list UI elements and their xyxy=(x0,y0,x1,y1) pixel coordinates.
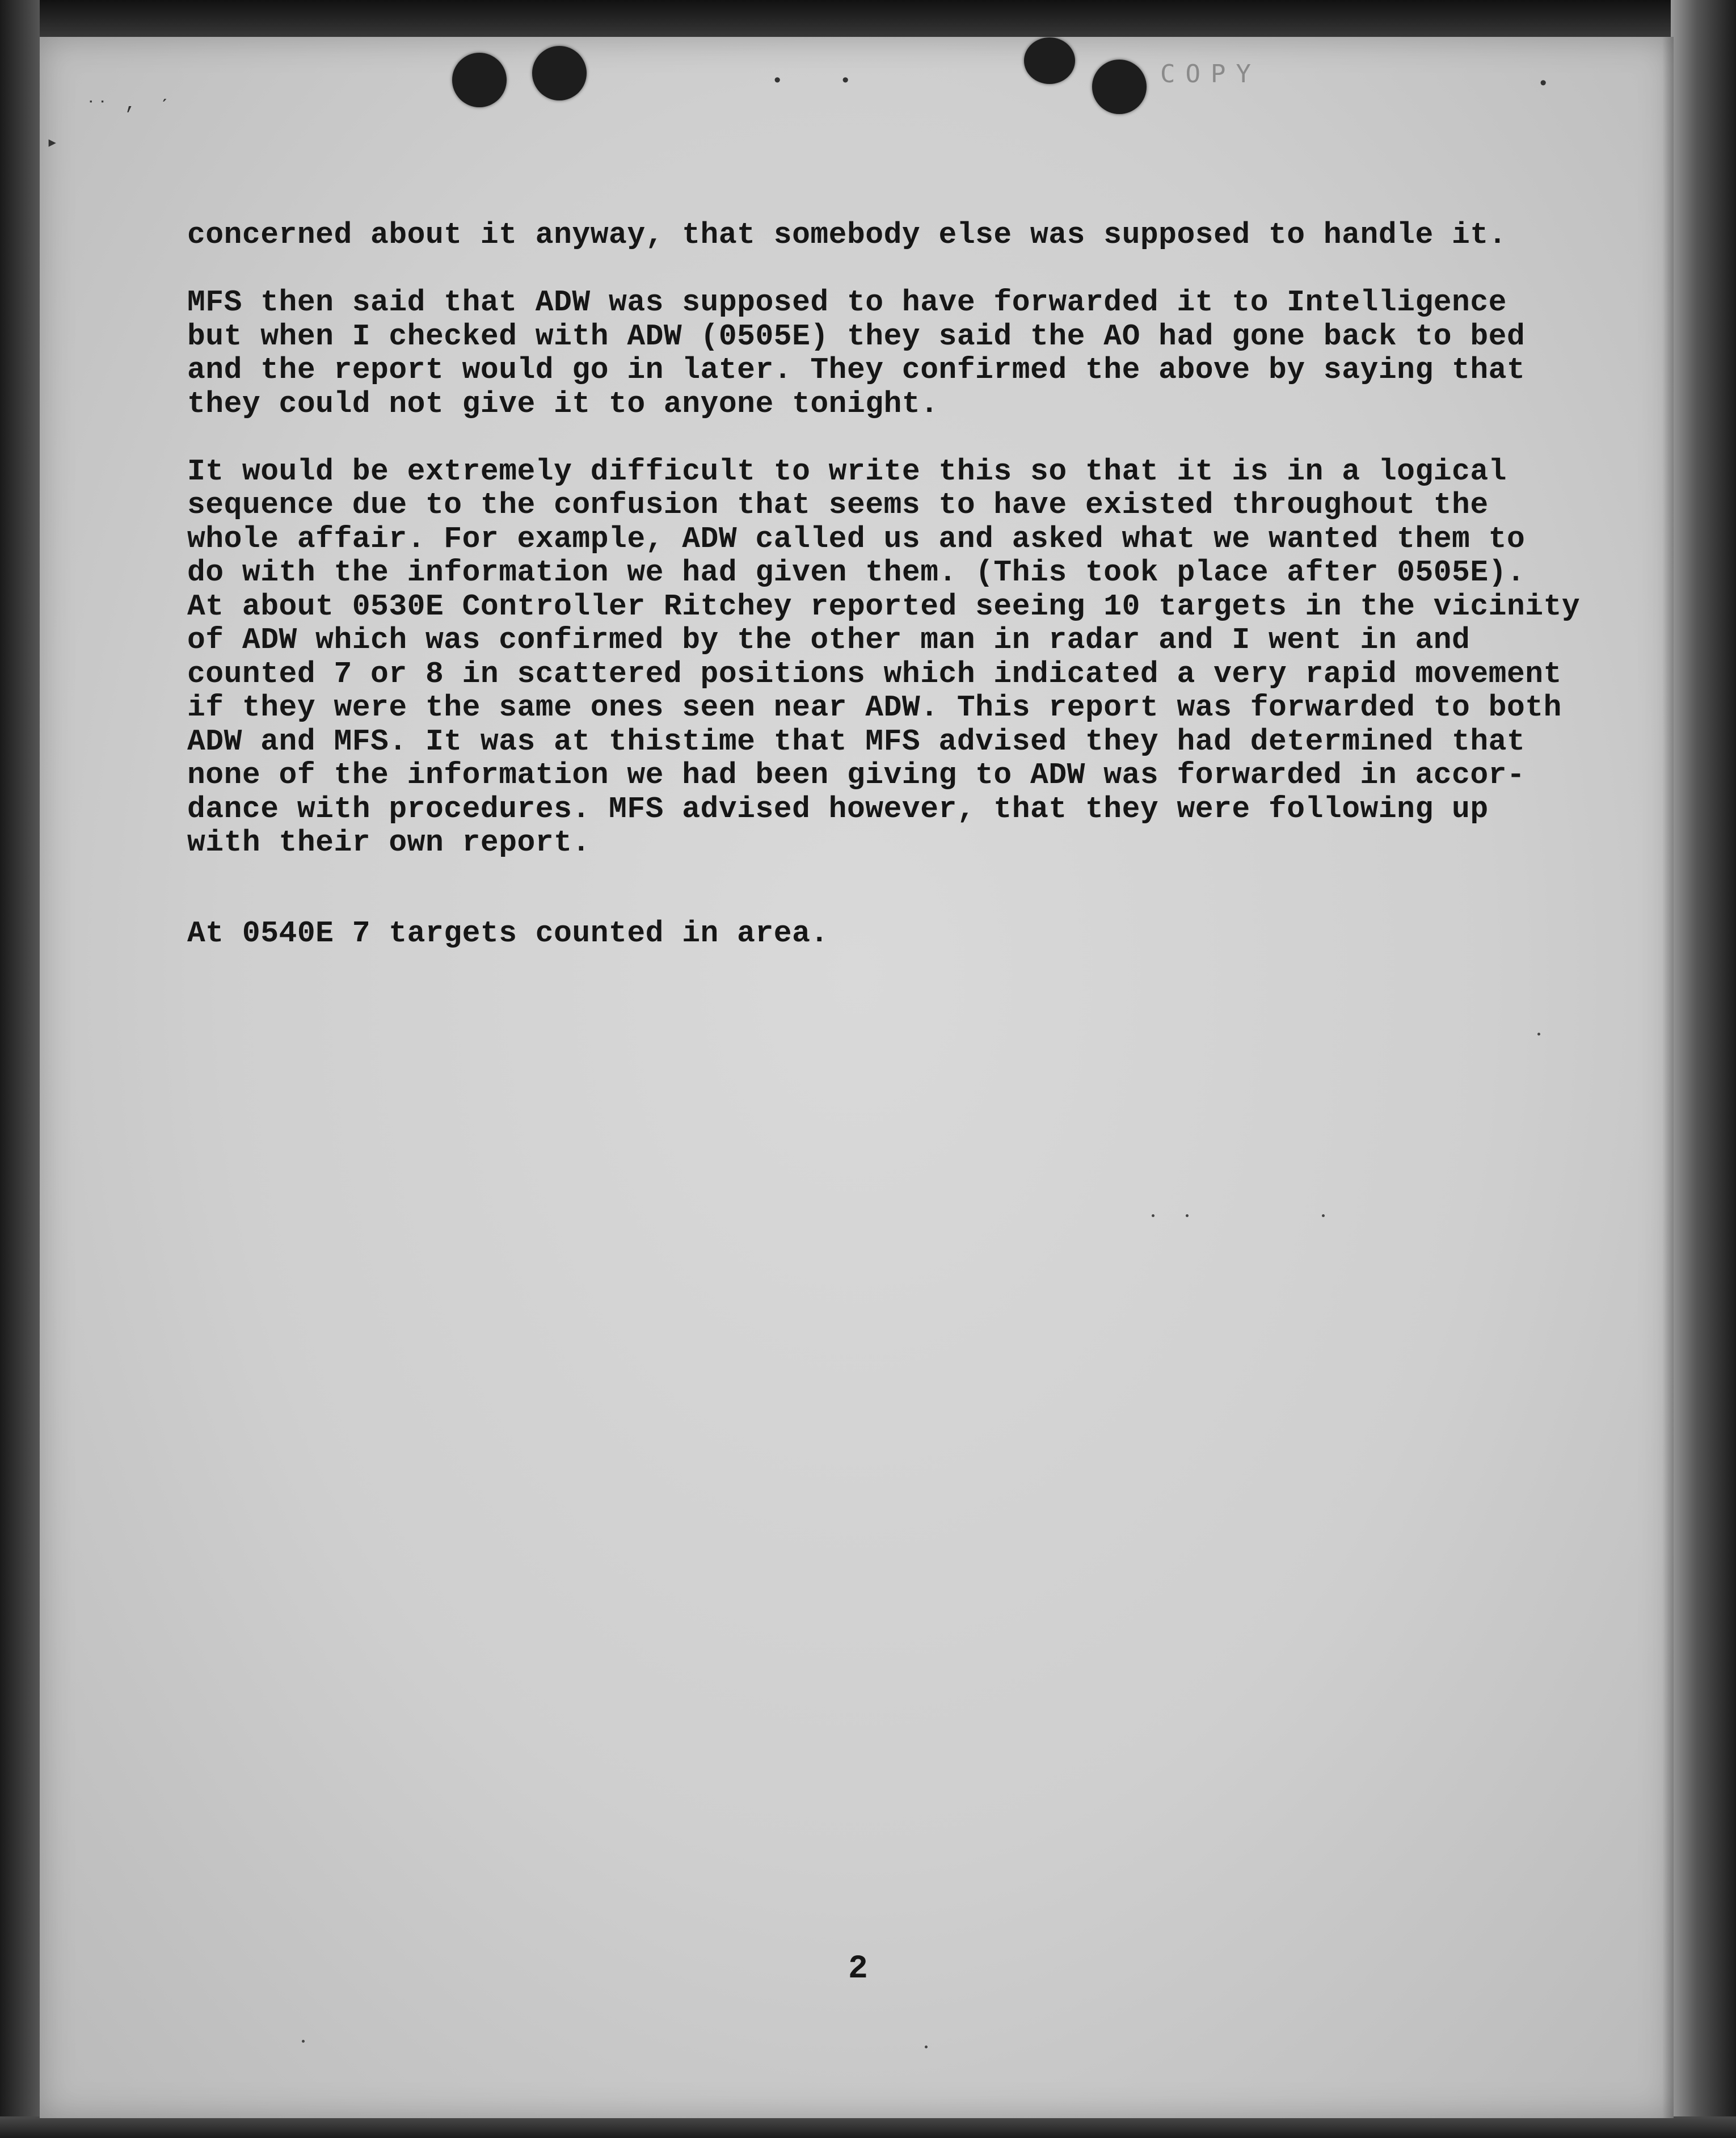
scanner-frame-right xyxy=(1671,0,1736,2138)
dust-speck xyxy=(302,2040,305,2043)
text-line: none of the information we had been giving to ADW was forwarded in accor- xyxy=(187,758,1526,792)
text-line: they could not give it to anyone tonight. xyxy=(187,386,939,421)
text-line: whole affair. For example, ADW called us and asked what we wanted them to xyxy=(187,521,1526,556)
dust-speck xyxy=(925,2046,928,2048)
text-line: sequence due to the confusion that seems to have existed throughout the xyxy=(187,488,1489,522)
scan-mark: ▸ xyxy=(47,133,58,154)
text-line: counted 7 or 8 in scattered positions which indicated a very rapid movement xyxy=(187,656,1562,691)
text-line: of ADW which was confirmed by the other man in radar and I went in and xyxy=(187,623,1470,657)
paragraph xyxy=(187,286,1560,421)
scanner-frame-bottom xyxy=(0,2116,1736,2138)
scan-mark: • xyxy=(772,71,783,92)
text-line: with their own report. xyxy=(187,826,591,860)
scan-mark: • xyxy=(1537,74,1549,95)
text-line: MFS then said that ADW was supposed to have forwarded it to Intelligence xyxy=(187,285,1507,319)
punch-hole xyxy=(1092,60,1147,114)
text-line: if they were the same ones seen near ADW. This report was forwarded to both xyxy=(187,691,1562,725)
dust-speck xyxy=(1152,1214,1154,1217)
scan-mark: , xyxy=(125,94,137,115)
text-line: concerned about it anyway, that somebody else was supposed to handle it. xyxy=(187,218,1507,252)
scan-mark: ˏ xyxy=(159,82,171,104)
text-line: At about 0530E Controller Ritchey reported seeing 10 targets in the vicinity xyxy=(187,589,1581,624)
dust-speck xyxy=(1537,1033,1540,1036)
page-number: 2 xyxy=(848,1951,868,1988)
paragraph xyxy=(187,454,1581,860)
text-line: ADW and MFS. It was at thistime that MFS advised they had determined that xyxy=(187,724,1526,759)
scanner-frame-top xyxy=(0,0,1736,40)
dust-speck xyxy=(1186,1214,1189,1217)
text-line: but when I checked with ADW (0505E) they said the AO had gone back to bed xyxy=(187,319,1526,353)
punch-hole xyxy=(452,53,507,107)
scan-mark: • xyxy=(840,71,852,92)
scanner-frame-left xyxy=(0,0,40,2138)
text-line: dance with procedures. MFS advised however, that they were following up xyxy=(187,792,1489,826)
copy-stamp: COPY xyxy=(1160,60,1261,89)
document-body xyxy=(187,218,1581,950)
punch-hole xyxy=(532,46,587,100)
paragraph xyxy=(187,218,1560,252)
text-line: It would be extremely difficult to write this so that it is in a logical xyxy=(187,454,1507,489)
page-edge-shadow xyxy=(1662,37,1674,2118)
text-line: and the report would go in later. They confirmed the above by saying that xyxy=(187,353,1526,387)
punch-hole xyxy=(1024,37,1075,84)
text-line: At 0540E 7 targets counted in area. xyxy=(187,916,829,950)
dust-speck xyxy=(1322,1214,1325,1217)
scan-mark: ˙˙ xyxy=(85,99,108,121)
paragraph xyxy=(187,917,1560,951)
text-line: do with the information we had given them. (This took place after 0505E). xyxy=(187,555,1526,590)
